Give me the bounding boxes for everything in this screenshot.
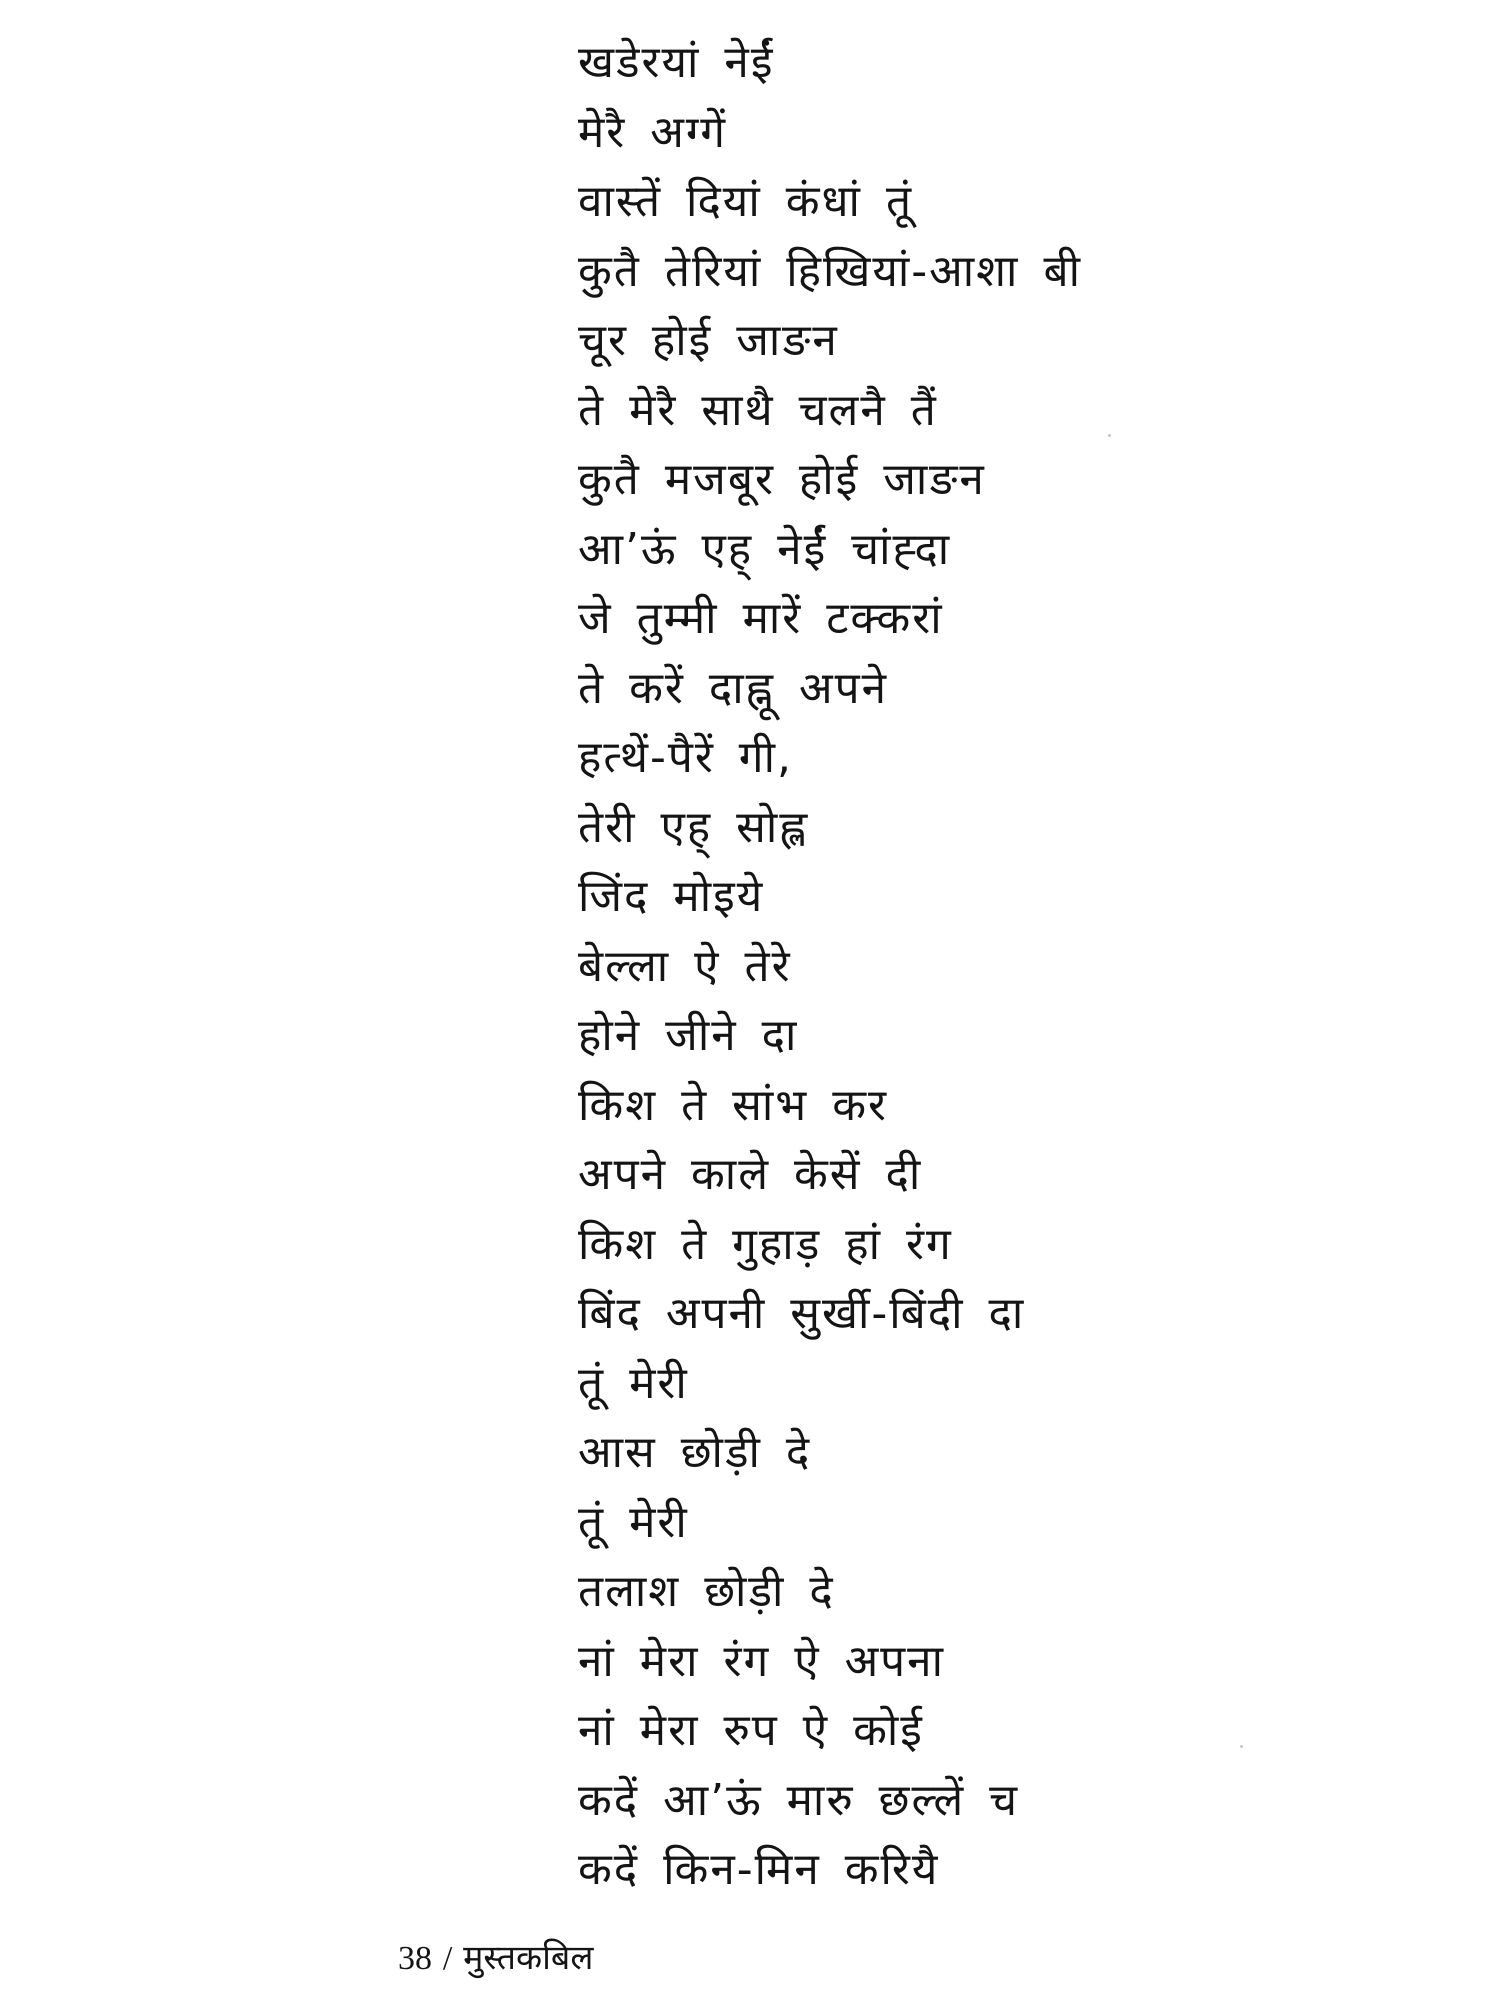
footer-separator: / bbox=[442, 1940, 453, 1977]
page-number: 38 bbox=[398, 1940, 432, 1977]
poem-line: किश ते सांभ कर bbox=[578, 1079, 889, 1131]
poem-line: होने जीने दा bbox=[578, 1010, 799, 1061]
poem-line: ते मेरै साथै चलनै तैं bbox=[578, 384, 938, 436]
poem-line: वास्तें दियां कंधां तूं bbox=[578, 176, 914, 227]
book-title: मुस्तकबिल bbox=[463, 1938, 594, 1978]
poem-line: तूं मेरी bbox=[578, 1357, 689, 1409]
poem-line: चूर होई जाङन bbox=[578, 315, 839, 366]
poem-line: ते करें दाह्नू अपने bbox=[578, 662, 888, 714]
poem-line: कुतै तेरियां हिखियां-आशा बी bbox=[578, 245, 1082, 297]
poem-line: तलाश छोड़ी दे bbox=[578, 1566, 835, 1617]
poem-line: मेरै अग्गें bbox=[578, 106, 728, 158]
poem-line: बिंद अपनी सुर्खी-बिंदी दा bbox=[578, 1288, 1026, 1339]
poem-text bbox=[578, 28, 1082, 1905]
poem-line: आस छोड़ी दे bbox=[578, 1427, 812, 1478]
poem-line: तूं मेरी bbox=[578, 1496, 689, 1548]
poem-line: अपने काले केसें दी bbox=[578, 1149, 923, 1200]
poem-line: खडेरयां नेईं bbox=[578, 37, 775, 88]
poem-line: कदें किन-मिन करियै bbox=[578, 1844, 940, 1895]
poem-line: जे तुम्मी मारें टक्करां bbox=[578, 593, 944, 644]
poem-line: नां मेरा रुप ऐ कोई bbox=[578, 1705, 924, 1756]
poem-line: कुतै मजबूर होई जाङन bbox=[578, 454, 986, 505]
poem-line: बेल्ला ऐ तेरे bbox=[578, 940, 792, 992]
poem-line: किश ते गुहाड़ हां रंग bbox=[578, 1218, 953, 1270]
page-footer bbox=[398, 1938, 593, 1979]
poem-line: तेरी एह् सोह्ल bbox=[578, 801, 809, 853]
scan-speck bbox=[1108, 434, 1111, 437]
poem-line: हत्थें-पैरें गी, bbox=[578, 732, 793, 783]
scan-speck bbox=[1240, 1745, 1243, 1748]
poem-line: जिंद मोइये bbox=[578, 871, 765, 922]
poem-line: कदें आ’ऊं मारु छल्लें च bbox=[578, 1774, 1020, 1826]
poem-line: आ’ऊं एह् नेईं चांह्दा bbox=[578, 523, 952, 575]
poem-line: नां मेरा रंग ऐ अपना bbox=[578, 1635, 945, 1687]
